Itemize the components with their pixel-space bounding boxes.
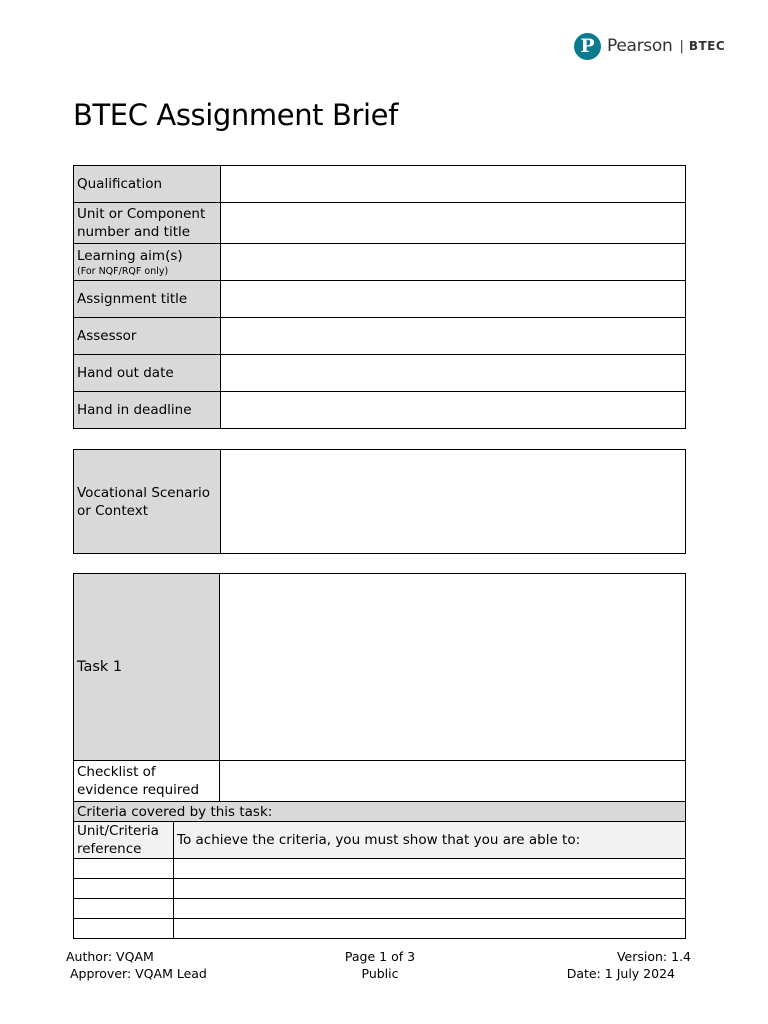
assignment-title-label: Assignment title <box>74 281 221 318</box>
footer-approver: Approver: VQAM Lead <box>70 966 207 981</box>
learning-aims-label-cell <box>74 244 221 281</box>
unit-field[interactable] <box>221 203 686 244</box>
criteria-heading-row <box>74 802 686 822</box>
criteria-desc-cell[interactable] <box>174 919 686 939</box>
criteria-row <box>74 899 686 919</box>
footer-version: Version: 1.4 <box>616 949 691 964</box>
criteria-desc-cell[interactable] <box>174 879 686 899</box>
criteria-ref-cell[interactable] <box>74 879 174 899</box>
hand-out-field[interactable] <box>221 355 686 392</box>
footer-classification: Public <box>361 966 399 981</box>
unit-label: Unit or Component number and title <box>74 203 221 244</box>
qualification-field[interactable] <box>221 166 686 203</box>
task-label: Task 1 <box>74 574 220 761</box>
info-row-assignment-title <box>74 281 686 318</box>
pearson-logo-icon: P <box>574 33 601 60</box>
info-row-unit <box>74 203 686 244</box>
footer-author: Author: VQAM <box>66 949 154 964</box>
learning-aims-label: Learning aim(s) <box>77 247 183 264</box>
unit-criteria-ref-header: Unit/Criteria reference <box>74 822 174 859</box>
info-row-assessor <box>74 318 686 355</box>
scenario-row <box>74 450 686 554</box>
criteria-row <box>74 859 686 879</box>
logo-brand: Pearson <box>607 36 673 56</box>
criteria-ref-cell[interactable] <box>74 859 174 879</box>
pearson-btec-logo <box>574 31 725 61</box>
checklist-label: Checklist of evidence required <box>74 761 220 802</box>
qualification-label: Qualification <box>74 166 221 203</box>
criteria-ref-cell[interactable] <box>74 899 174 919</box>
footer-page: Page 1 of 3 <box>344 949 416 964</box>
footer-left <box>66 948 207 982</box>
assignment-title-field[interactable] <box>221 281 686 318</box>
criteria-ref-cell[interactable] <box>74 919 174 939</box>
criteria-desc-cell[interactable] <box>174 899 686 919</box>
criteria-row <box>74 919 686 939</box>
footer-center <box>310 948 450 982</box>
info-row-hand-in <box>74 392 686 429</box>
checklist-row <box>74 761 686 802</box>
learning-aims-note: (For NQF/RQF only) <box>77 265 169 277</box>
criteria-desc-cell[interactable] <box>174 859 686 879</box>
footer-right <box>566 948 691 982</box>
assignment-info-table <box>73 165 686 429</box>
task-table <box>73 573 686 939</box>
logo-separator: | <box>679 38 684 54</box>
hand-out-label: Hand out date <box>74 355 221 392</box>
info-row-qualification <box>74 166 686 203</box>
info-row-hand-out <box>74 355 686 392</box>
criteria-heading: Criteria covered by this task: <box>74 802 686 822</box>
hand-in-label: Hand in deadline <box>74 392 221 429</box>
assessor-label: Assessor <box>74 318 221 355</box>
criteria-header-row <box>74 822 686 859</box>
page-title: BTEC Assignment Brief <box>73 98 398 132</box>
footer-date: Date: 1 July 2024 <box>566 966 675 981</box>
achieve-criteria-header: To achieve the criteria, you must show that you are able to: <box>174 822 686 859</box>
info-row-learning-aims <box>74 244 686 281</box>
hand-in-field[interactable] <box>221 392 686 429</box>
scenario-table <box>73 449 686 554</box>
task-field[interactable] <box>220 574 686 761</box>
scenario-field[interactable] <box>221 450 686 554</box>
scenario-label: Vocational Scenario or Context <box>74 450 221 554</box>
assessor-field[interactable] <box>221 318 686 355</box>
task-row <box>74 574 686 761</box>
checklist-field[interactable] <box>220 761 686 802</box>
logo-sub: BTEC <box>688 39 726 53</box>
learning-aims-field[interactable] <box>221 244 686 281</box>
criteria-row <box>74 879 686 899</box>
